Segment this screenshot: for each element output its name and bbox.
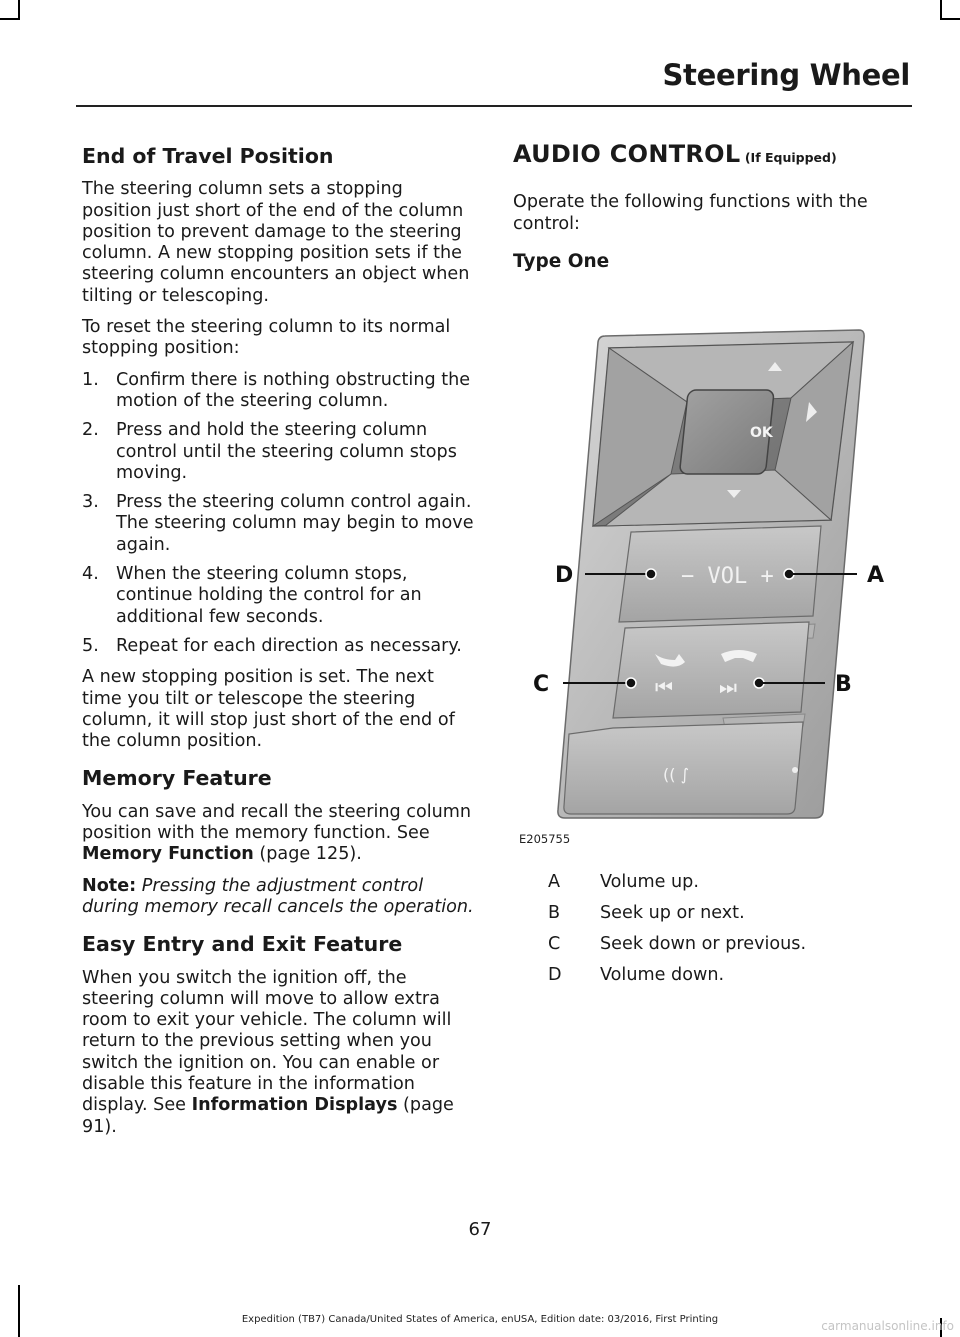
voice-icon: (( ∫ bbox=[663, 765, 689, 784]
audio-control-diagram bbox=[513, 316, 911, 846]
crop-mark bbox=[0, 18, 20, 20]
crop-mark bbox=[940, 0, 942, 20]
end-of-travel-heading: End of Travel Position bbox=[82, 144, 334, 168]
list-item bbox=[82, 564, 476, 628]
legend-desc: Volume up. bbox=[600, 872, 699, 892]
end-of-travel-para1: The steering column sets a stopping position just short of the end of the column position to prevent damage to the steering column. A new stopping position sets if the steering column encounters an object when tilting or telescoping. bbox=[82, 179, 470, 306]
step-number: 2. bbox=[82, 420, 99, 441]
easy-entry-text: When you switch the ignition off, the steering column will move to allow extra room to exit your vehicle. The column will return to the previous setting when you switch the ignition on. You can enable or disable this feature in the information display. See bbox=[82, 967, 452, 1116]
list-item bbox=[82, 370, 476, 413]
end-of-travel-para3: A new stopping position is set. The next time you tilt or telescope the steering column, it will stop just short of the end of the column position. bbox=[82, 667, 455, 752]
indicator-dot bbox=[792, 767, 798, 773]
memory-feature-para bbox=[82, 802, 476, 866]
step-number: 3. bbox=[82, 492, 99, 513]
step-number: 1. bbox=[82, 369, 99, 390]
callout-label-d: D bbox=[555, 563, 574, 588]
type-one-subheading: Type One bbox=[513, 250, 610, 272]
legend-desc: Seek up or next. bbox=[600, 903, 745, 923]
page-title: Steering Wheel bbox=[662, 58, 910, 92]
list-item bbox=[82, 492, 476, 556]
volume-label: − VOL + bbox=[681, 564, 774, 589]
step-text: Repeat for each direction as necessary. bbox=[116, 635, 462, 656]
figure-id: E205755 bbox=[519, 832, 571, 846]
crop-mark bbox=[18, 1285, 20, 1337]
if-equipped-label: (If Equipped) bbox=[740, 150, 837, 165]
list-item bbox=[82, 420, 476, 484]
step-text: Confirm there is nothing obstructing the motion of the steering column. bbox=[116, 369, 471, 411]
seek-down-icon: ⏮ bbox=[655, 675, 673, 699]
end-of-travel-para2: To reset the steering column to its normal stopping position: bbox=[82, 317, 451, 359]
callout-label-c: C bbox=[533, 672, 550, 697]
easy-entry-para bbox=[82, 968, 476, 1138]
reset-steps-list bbox=[82, 370, 476, 658]
memory-text: You can save and recall the steering column position with the memory function. See bbox=[82, 801, 472, 844]
list-item bbox=[82, 636, 476, 657]
watermark: carmanualsonline.info bbox=[821, 1319, 954, 1333]
right-column bbox=[513, 140, 908, 272]
audio-control-title: AUDIO CONTROL bbox=[513, 140, 741, 168]
note-text: Pressing the adjustment control during memory recall cancels the operation. bbox=[82, 875, 474, 917]
audio-control-illustration bbox=[513, 316, 911, 846]
left-column bbox=[82, 144, 476, 1148]
phone-seek-buttons[interactable] bbox=[613, 622, 809, 718]
header-rule bbox=[76, 105, 912, 107]
memory-page-ref: (page 125). bbox=[253, 844, 362, 865]
memory-feature-heading: Memory Feature bbox=[82, 766, 272, 791]
easy-entry-page-ref: (page 91). bbox=[82, 1095, 454, 1137]
audio-control-intro: Operate the following functions with the control: bbox=[513, 192, 868, 234]
crop-mark bbox=[18, 0, 20, 20]
information-displays-link[interactable]: Information Displays bbox=[191, 1095, 398, 1116]
note-label: Note: bbox=[82, 875, 137, 896]
legend-key: A bbox=[548, 872, 561, 892]
legend-key: C bbox=[548, 934, 561, 954]
list-item bbox=[548, 903, 878, 934]
step-text: When the steering column stops, continue holding the control for an additional few seconds. bbox=[116, 564, 422, 627]
step-text: Press and hold the steering column control until the steering column stops moving. bbox=[116, 420, 457, 483]
callout-legend bbox=[548, 872, 878, 996]
callout-label-a: A bbox=[867, 563, 885, 588]
callout-label-b: B bbox=[835, 672, 852, 697]
ok-label: OK bbox=[750, 425, 773, 441]
legend-desc: Volume down. bbox=[600, 965, 725, 985]
list-item bbox=[548, 965, 878, 996]
step-number: 5. bbox=[82, 635, 99, 656]
directional-pad bbox=[593, 342, 853, 526]
legend-key: D bbox=[548, 965, 562, 985]
list-item bbox=[548, 872, 878, 903]
crop-mark bbox=[940, 18, 960, 20]
easy-entry-heading: Easy Entry and Exit Feature bbox=[82, 932, 403, 957]
seek-up-icon: ⏭ bbox=[719, 675, 737, 699]
list-item bbox=[548, 934, 878, 965]
step-text: Press the steering column control again. The steering column may begin to move again. bbox=[116, 492, 474, 555]
edition-footer: Expedition (TB7) Canada/United States of America, enUSA, Edition date: 03/2016, First Printing bbox=[241, 1314, 719, 1325]
page-number: 67 bbox=[468, 1219, 492, 1240]
audio-control-heading bbox=[513, 140, 908, 168]
legend-key: B bbox=[548, 903, 561, 923]
legend-desc: Seek down or previous. bbox=[600, 934, 807, 954]
memory-function-link[interactable]: Memory Function bbox=[82, 844, 254, 865]
step-number: 4. bbox=[82, 564, 99, 585]
memory-note bbox=[82, 876, 476, 919]
